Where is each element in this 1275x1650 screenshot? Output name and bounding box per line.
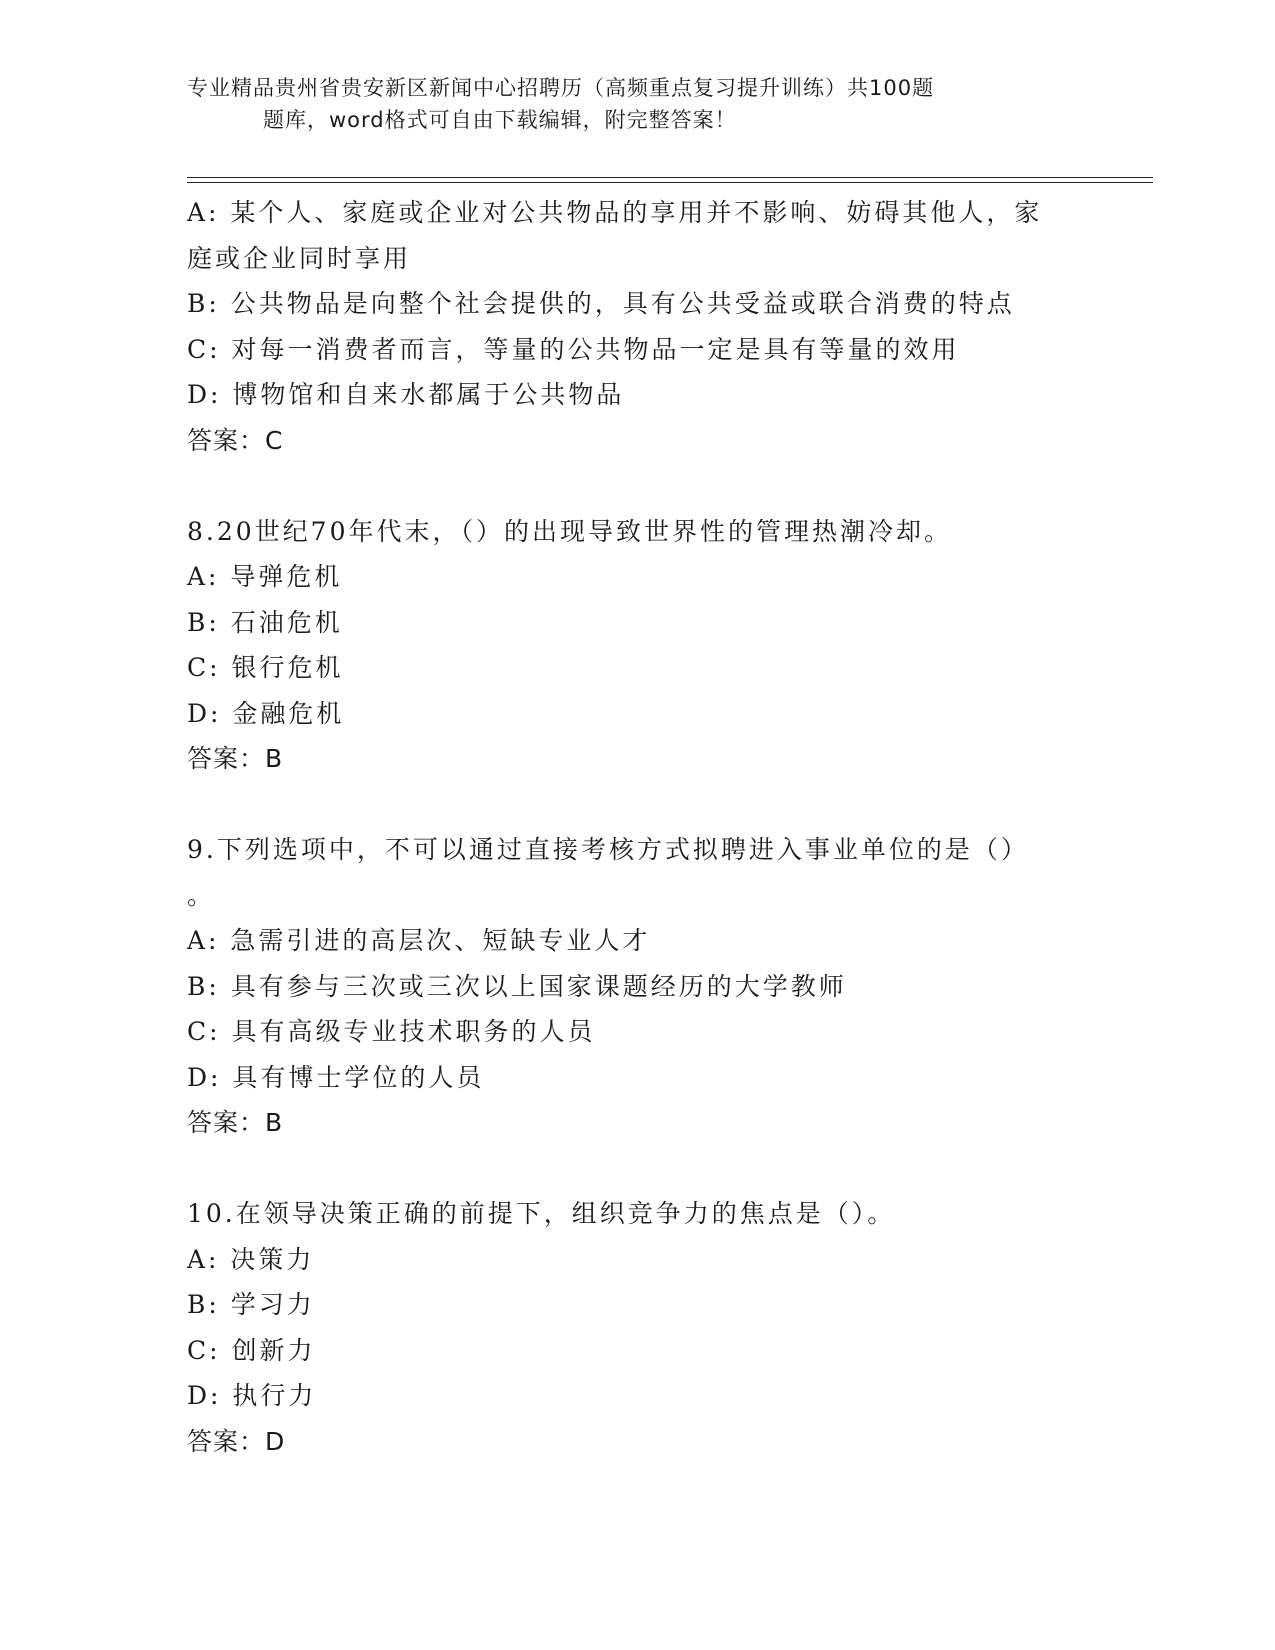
option-b: B: 石油危机 — [187, 607, 343, 637]
option-b: B: 公共物品是向整个社会提供的，具有公共受益或联合消费的特点 — [187, 289, 1015, 318]
question-block-7 — [187, 190, 1087, 463]
option-c: C: 具有高级专业技术职务的人员 — [187, 1017, 596, 1046]
question-stem: 9.下列选项中，不可以通过直接考核方式拟聘进入事业单位的是（） — [187, 835, 1029, 864]
question-block-9 — [187, 827, 1087, 1146]
document-header — [187, 72, 1047, 136]
question-spacer — [187, 1146, 1087, 1192]
question-stem: 10.在领导决策正确的前提下，组织竞争力的焦点是（）。 — [187, 1199, 896, 1228]
option-c: C: 银行危机 — [187, 653, 344, 682]
option-c: C: 创新力 — [187, 1335, 316, 1365]
option-c: C: 对每一消费者而言，等量的公共物品一定是具有等量的效用 — [187, 334, 960, 364]
answer-line: 答案：C — [187, 425, 284, 455]
option-a: A: 急需引进的高层次、短缺专业人才 — [187, 926, 651, 955]
option-a: A: 决策力 — [187, 1244, 315, 1274]
option-a: A: 导弹危机 — [187, 562, 343, 591]
header-divider-top — [187, 177, 1153, 178]
option-d: D: 具有博士学位的人员 — [187, 1062, 485, 1092]
header-divider-bottom — [187, 182, 1153, 183]
option-b: B: 学习力 — [187, 1290, 315, 1319]
header-title-line-1: 专业精品贵州省贵安新区新闻中心招聘历（高频重点复习提升训练）共100题 — [187, 76, 935, 100]
question-list — [187, 190, 1087, 1464]
answer-line: 答案：B — [187, 744, 284, 773]
option-a-continued: 庭或企业同时享用 — [187, 243, 412, 273]
question-stem: 8.20世纪70年代末，（）的出现导致世界性的管理热潮冷却。 — [187, 516, 952, 546]
question-stem-continued: 。 — [187, 880, 216, 910]
option-b: B: 具有参与三次或三次以上国家课题经历的大学教师 — [187, 971, 847, 1001]
option-d: D: 执行力 — [187, 1381, 317, 1410]
option-d: D: 博物馆和自来水都属于公共物品 — [187, 380, 625, 409]
question-spacer — [187, 782, 1087, 828]
question-spacer — [187, 463, 1087, 509]
option-a: A: 某个人、家庭或企业对公共物品的享用并不影响、妨碍其他人，家 — [187, 198, 1043, 227]
question-block-10 — [187, 1191, 1087, 1464]
header-title-line-2: 题库，word格式可自由下载编辑，附完整答案！ — [263, 108, 737, 132]
answer-line: 答案：D — [187, 1426, 286, 1456]
option-d: D: 金融危机 — [187, 698, 345, 728]
answer-line: 答案：B — [187, 1108, 284, 1137]
question-block-8 — [187, 509, 1087, 782]
